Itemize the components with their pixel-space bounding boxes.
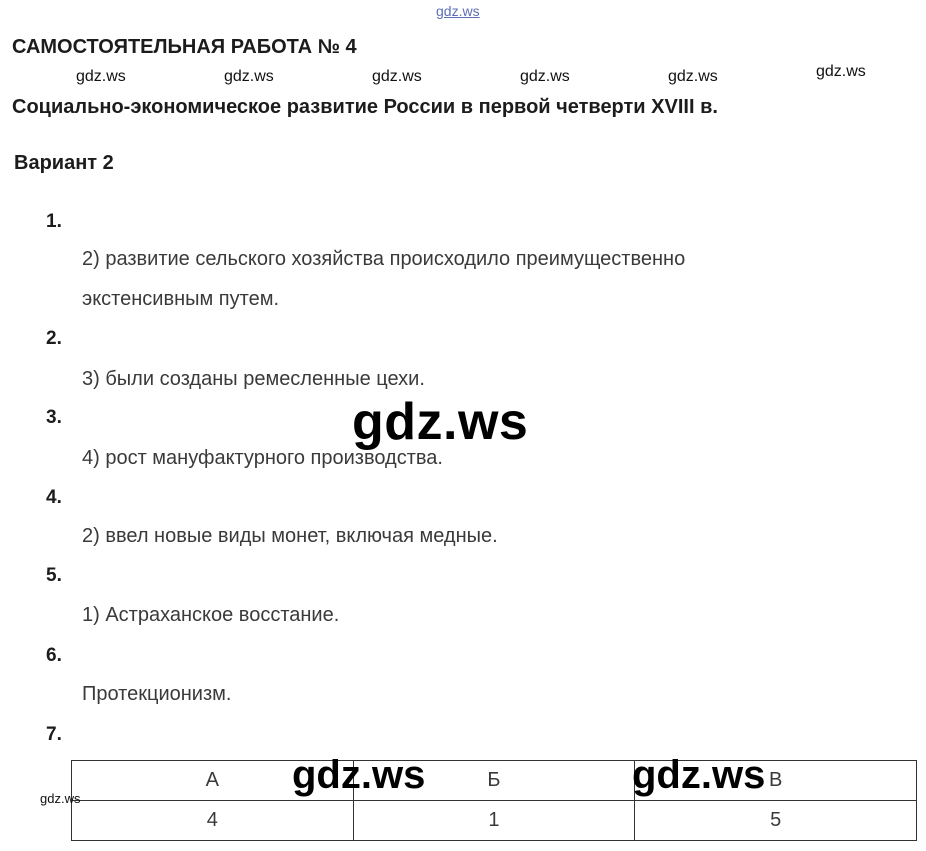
table-header-cell: Б — [353, 761, 635, 801]
table-header-cell: А — [72, 761, 354, 801]
page-subtitle: Социально-экономическое развитие России в первой четверти XVIII в. — [12, 96, 718, 118]
question-number-3: 3. — [46, 407, 62, 428]
answer-3: 4) рост мануфактурного производства. — [82, 447, 443, 469]
answer-1-line-1: 2) развитие сельского хозяйства происходило преимущественно — [82, 248, 686, 270]
watermark-row-2: gdz.ws — [224, 68, 274, 85]
table-cell: 5 — [635, 801, 917, 841]
watermark-row-5: gdz.ws — [668, 68, 718, 85]
table-cell: 1 — [353, 801, 635, 841]
watermark-top[interactable]: gdz.ws — [436, 3, 480, 19]
table-cell: 4 — [72, 801, 354, 841]
table-row — [72, 801, 917, 841]
watermark-bottom-left: gdz.ws — [40, 791, 81, 806]
answer-4: 2) ввел новые виды монет, включая медные. — [82, 525, 498, 547]
question-number-7: 7. — [46, 724, 62, 745]
watermark-table-right: gdz.ws — [632, 753, 766, 797]
variant-label: Вариант 2 — [14, 152, 114, 174]
question-number-5: 5. — [46, 565, 62, 586]
answer-2: 3) были созданы ремесленные цехи. — [82, 368, 425, 390]
question-number-4: 4. — [46, 487, 62, 508]
answer-table — [71, 760, 917, 841]
watermark-row-1: gdz.ws — [76, 68, 126, 85]
watermark-table-left: gdz.ws — [292, 753, 426, 797]
watermark-center: gdz.ws — [352, 393, 529, 451]
answer-6: Протекционизм. — [82, 683, 232, 705]
page-title: САМОСТОЯТЕЛЬНАЯ РАБОТА № 4 — [12, 36, 357, 58]
watermark-row-3: gdz.ws — [372, 68, 422, 85]
question-number-6: 6. — [46, 645, 62, 666]
watermark-row-4: gdz.ws — [520, 68, 570, 85]
watermark-row-6: gdz.ws — [816, 63, 866, 80]
answer-1-line-2: экстенсивным путем. — [82, 288, 280, 310]
table-header-row — [72, 761, 917, 801]
question-number-2: 2. — [46, 328, 62, 349]
table-header-cell: В — [635, 761, 917, 801]
question-number-1: 1. — [46, 211, 62, 232]
answer-5: 1) Астраханское восстание. — [82, 604, 340, 626]
